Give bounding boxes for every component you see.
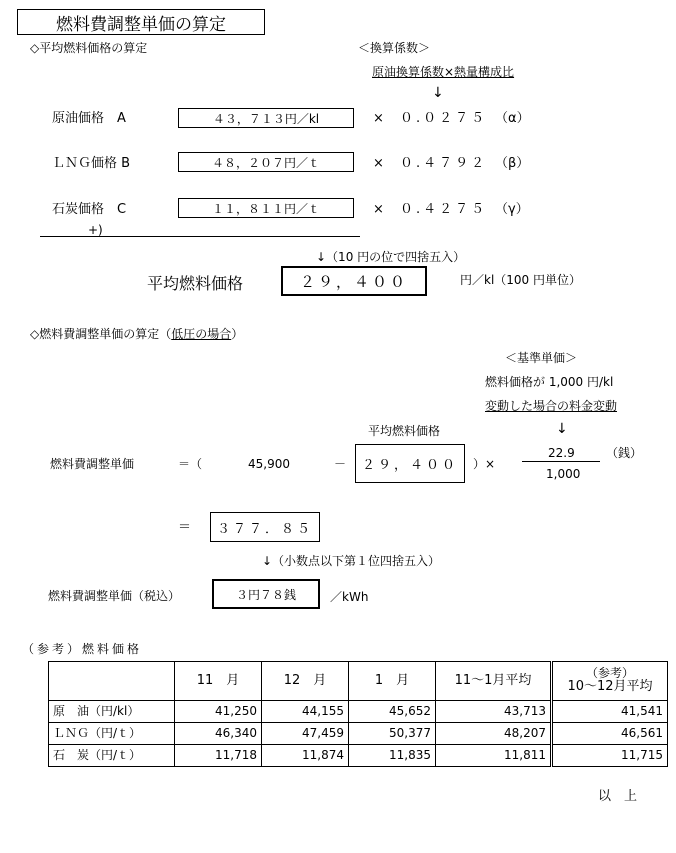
crude-price-label: 原油価格 A — [52, 111, 126, 126]
plus-mark: +) — [88, 223, 103, 237]
base-price-line1: 燃料価格が 1,000 円/kl — [485, 375, 614, 389]
coef-subtitle: 原油換算係数×熱量構成比 — [372, 65, 515, 79]
lng-times: × — [373, 156, 384, 171]
row-label: ＬＮＧ（円/ｔ） — [49, 723, 175, 745]
header-ref-period: 10～12月平均 — [567, 679, 653, 695]
header-ref-note: （参考） — [585, 665, 634, 680]
avg-fuel-price-box — [281, 266, 427, 296]
crude-times: × — [373, 111, 384, 126]
crude-price-value: ４３，７１３円／kl — [212, 111, 320, 126]
cell: 11,715 — [552, 745, 668, 767]
avg-fuel-price-value-2: ２９，４００ — [361, 458, 458, 473]
row-label: 石 炭（円/ｔ） — [49, 745, 175, 767]
result-equals: ＝ — [178, 520, 192, 535]
base-down-arrow: ↓ — [556, 421, 568, 437]
cell: 46,340 — [175, 723, 262, 745]
coal-times: × — [373, 202, 384, 217]
table-row — [49, 723, 668, 745]
cell: 41,541 — [552, 701, 668, 723]
minus-sign: － — [334, 457, 347, 471]
sum-line — [40, 236, 360, 237]
reference-caption: （参考）燃料価格 — [22, 642, 143, 656]
cell: 47,459 — [262, 723, 349, 745]
sen-unit: （銭） — [606, 446, 643, 460]
crude-price-box — [178, 108, 354, 128]
header-avg: 11～1月平均 — [436, 662, 552, 701]
avg-fuel-price-unit: 円／kl（100 円単位） — [460, 273, 582, 287]
avg-fuel-price-label: 平均燃料価格 — [147, 274, 244, 293]
reference-table — [48, 661, 668, 767]
header-ref-avg — [552, 662, 668, 701]
header-blank — [49, 662, 175, 701]
base-fuel-price: 45,900 — [248, 457, 290, 471]
avg-fuel-price-label-2: 平均燃料価格 — [368, 424, 441, 438]
coal-price-label: 石炭価格 C — [52, 202, 127, 217]
title-box — [17, 9, 265, 35]
taxed-label: 燃料費調整単価（税込） — [48, 589, 181, 603]
page-title: 燃料費調整単価の算定 — [56, 14, 226, 35]
cell: 43,713 — [436, 701, 552, 723]
lng-coef: ０.４７９２ — [400, 156, 488, 171]
taxed-value-box — [212, 579, 320, 609]
cell: 46,561 — [552, 723, 668, 745]
round-note-1: ↓（10 円の位で四捨五入） — [316, 250, 466, 264]
section2-heading-suffix: ） — [231, 327, 244, 341]
cell: 48,207 — [436, 723, 552, 745]
formula-close-times: ）× — [473, 457, 496, 471]
lng-price-label: ＬＮＧ価格 B — [52, 156, 131, 171]
avg-fuel-price-value: ２９，４００ — [299, 272, 408, 291]
coal-coef: ０.４２７５ — [400, 202, 488, 217]
coal-sym: （γ） — [495, 202, 529, 217]
header-nov: 11 月 — [175, 662, 262, 701]
section2-heading-underlined: 低圧の場合 — [171, 327, 232, 341]
fraction-bar — [522, 461, 600, 462]
formula-label: 燃料費調整単価 — [50, 457, 135, 471]
crude-sym: （α） — [495, 111, 530, 126]
section2-heading — [30, 328, 243, 340]
taxed-value: ３円７８銭 — [235, 587, 296, 602]
result-box — [210, 512, 320, 542]
base-price-line2: 変動した場合の料金変動 — [485, 399, 618, 413]
cell: 45,652 — [349, 701, 436, 723]
coef-down-arrow: ↓ — [432, 85, 444, 101]
lng-sym: （β） — [495, 156, 530, 171]
cell: 11,874 — [262, 745, 349, 767]
formula-equals-open: ＝（ — [178, 457, 203, 471]
coal-price-value: １１，８１１円／ｔ — [211, 201, 320, 216]
section1-heading: ◇平均燃料価格の算定 — [30, 41, 148, 55]
header-dec: 12 月 — [262, 662, 349, 701]
header-jan: 1 月 — [349, 662, 436, 701]
closing-text: 以 上 — [598, 789, 638, 804]
round-note-2: ↓（小数点以下第１位四捨五入） — [262, 554, 441, 568]
lng-price-box — [178, 152, 354, 172]
section2-heading-prefix: ◇燃料費調整単価の算定（ — [30, 327, 172, 341]
cell: 11,835 — [349, 745, 436, 767]
cell: 41,250 — [175, 701, 262, 723]
taxed-unit: ／kWh — [330, 590, 369, 604]
cell: 50,377 — [349, 723, 436, 745]
fraction-denominator: 1,000 — [546, 467, 581, 481]
base-price-title: ＜基準単価＞ — [505, 351, 578, 365]
coal-price-box — [178, 198, 354, 218]
cell: 44,155 — [262, 701, 349, 723]
cell: 11,811 — [436, 745, 552, 767]
row-label: 原 油（円/kl） — [49, 701, 175, 723]
result-value: ３７７．８５ — [216, 521, 313, 537]
lng-price-value: ４８，２０７円／ｔ — [211, 155, 320, 170]
crude-coef: ０.０２７５ — [400, 111, 488, 126]
avg-fuel-price-box-2 — [355, 444, 465, 483]
fraction-numerator: 22.9 — [548, 446, 575, 460]
table-row — [49, 701, 668, 723]
reference-header-row — [49, 662, 668, 701]
cell: 11,718 — [175, 745, 262, 767]
table-row — [49, 745, 668, 767]
coef-title: ＜換算係数＞ — [358, 41, 431, 55]
